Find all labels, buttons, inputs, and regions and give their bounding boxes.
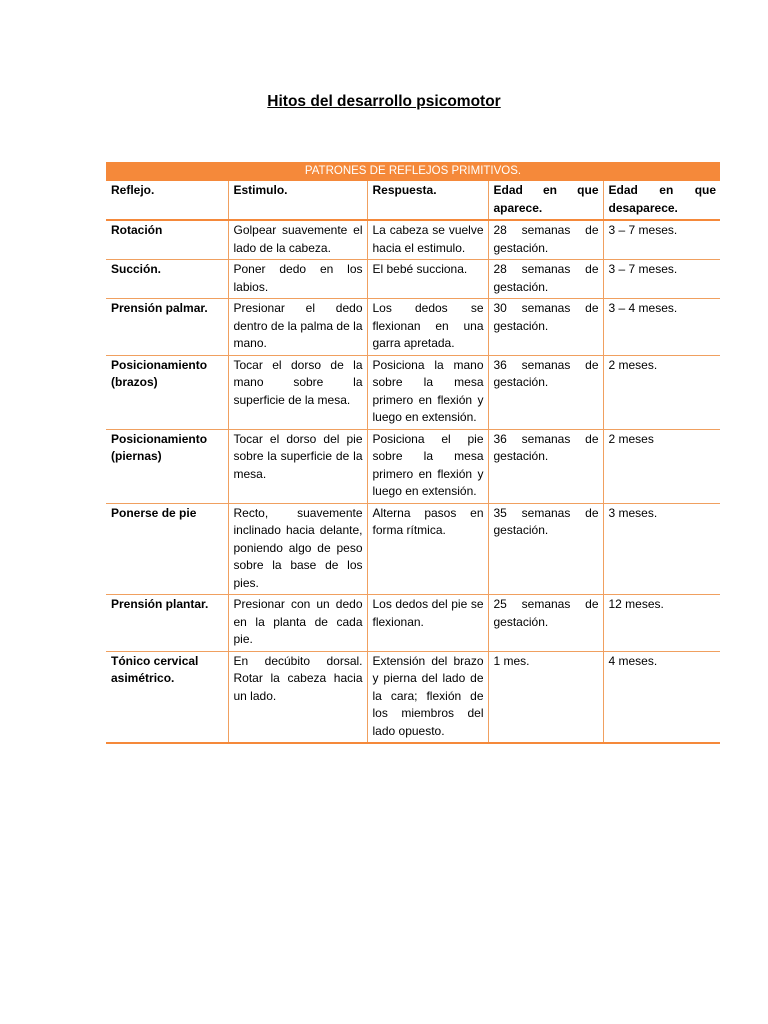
- header-estimulo: Estimulo.: [228, 180, 367, 220]
- cell-reflejo: Prensión plantar.: [106, 595, 228, 652]
- table-row: [106, 429, 720, 503]
- cell-respuesta: Posiciona el pie sobre la mesa primero en flexión y luego en extensión.: [367, 429, 488, 503]
- table-banner: PATRONES DE REFLEJOS PRIMITIVOS.: [106, 163, 720, 181]
- cell-edad-desaparece: 4 meses.: [603, 651, 720, 743]
- table-row: [106, 355, 720, 429]
- header-edad-aparece: Edad en que aparece.: [488, 180, 603, 220]
- cell-edad-aparece: 25 semanas de gestación.: [488, 595, 603, 652]
- cell-reflejo: Tónico cervical asimétrico.: [106, 651, 228, 743]
- cell-edad-aparece: 28 semanas de gestación.: [488, 260, 603, 299]
- header-reflejo: Reflejo.: [106, 180, 228, 220]
- cell-respuesta: Los dedos del pie se flexionan.: [367, 595, 488, 652]
- table-row: [106, 220, 720, 260]
- table-row: [106, 595, 720, 652]
- cell-edad-desaparece: 3 – 7 meses.: [603, 220, 720, 260]
- cell-estimulo: Poner dedo en los labios.: [228, 260, 367, 299]
- cell-edad-aparece: 35 semanas de gestación.: [488, 503, 603, 595]
- header-edad-desaparece: Edad en que desaparece.: [603, 180, 720, 220]
- cell-respuesta: Extensión del brazo y pierna del lado de la cara; flexión de los miembros del lado opuesto.: [367, 651, 488, 743]
- table-header-row: [106, 180, 720, 220]
- page-title: Hitos del desarrollo psicomotor: [267, 93, 501, 110]
- cell-estimulo: Tocar el dorso de la mano sobre la superficie de la mesa.: [228, 355, 367, 429]
- cell-edad-desaparece: 3 – 7 meses.: [603, 260, 720, 299]
- table-row: [106, 651, 720, 743]
- table-row: [106, 503, 720, 595]
- cell-edad-aparece: 36 semanas de gestación.: [488, 355, 603, 429]
- cell-estimulo: Golpear suavemente el lado de la cabeza.: [228, 220, 367, 260]
- cell-respuesta: La cabeza se vuelve hacia el estimulo.: [367, 220, 488, 260]
- cell-edad-desaparece: 3 meses.: [603, 503, 720, 595]
- cell-estimulo: Recto, suavemente inclinado hacia delante, poniendo algo de peso sobre la base de los pies.: [228, 503, 367, 595]
- cell-estimulo: Presionar el dedo dentro de la palma de la mano.: [228, 299, 367, 356]
- reflex-table: [106, 162, 720, 744]
- header-respuesta: Respuesta.: [367, 180, 488, 220]
- cell-reflejo: Posicionamiento (piernas): [106, 429, 228, 503]
- table-row: [106, 299, 720, 356]
- cell-reflejo: Succión.: [106, 260, 228, 299]
- cell-edad-desaparece: 3 – 4 meses.: [603, 299, 720, 356]
- cell-reflejo: Rotación: [106, 220, 228, 260]
- cell-edad-aparece: 1 mes.: [488, 651, 603, 743]
- cell-edad-aparece: 36 semanas de gestación.: [488, 429, 603, 503]
- cell-edad-desaparece: 12 meses.: [603, 595, 720, 652]
- cell-reflejo: Posicionamiento (brazos): [106, 355, 228, 429]
- cell-respuesta: Alterna pasos en forma rítmica.: [367, 503, 488, 595]
- cell-estimulo: En decúbito dorsal. Rotar la cabeza hacia un lado.: [228, 651, 367, 743]
- cell-edad-aparece: 28 semanas de gestación.: [488, 220, 603, 260]
- cell-estimulo: Presionar con un dedo en la planta de cada pie.: [228, 595, 367, 652]
- table-row: [106, 260, 720, 299]
- cell-reflejo: Prensión palmar.: [106, 299, 228, 356]
- cell-edad-aparece: 30 semanas de gestación.: [488, 299, 603, 356]
- cell-edad-desaparece: 2 meses: [603, 429, 720, 503]
- cell-estimulo: Tocar el dorso del pie sobre la superficie de la mesa.: [228, 429, 367, 503]
- cell-edad-desaparece: 2 meses.: [603, 355, 720, 429]
- cell-reflejo: Ponerse de pie: [106, 503, 228, 595]
- cell-respuesta: El bebé succiona.: [367, 260, 488, 299]
- cell-respuesta: Los dedos se flexionan en una garra apretada.: [367, 299, 488, 356]
- cell-respuesta: Posiciona la mano sobre la mesa primero en flexión y luego en extensión.: [367, 355, 488, 429]
- table-banner-row: [106, 163, 720, 181]
